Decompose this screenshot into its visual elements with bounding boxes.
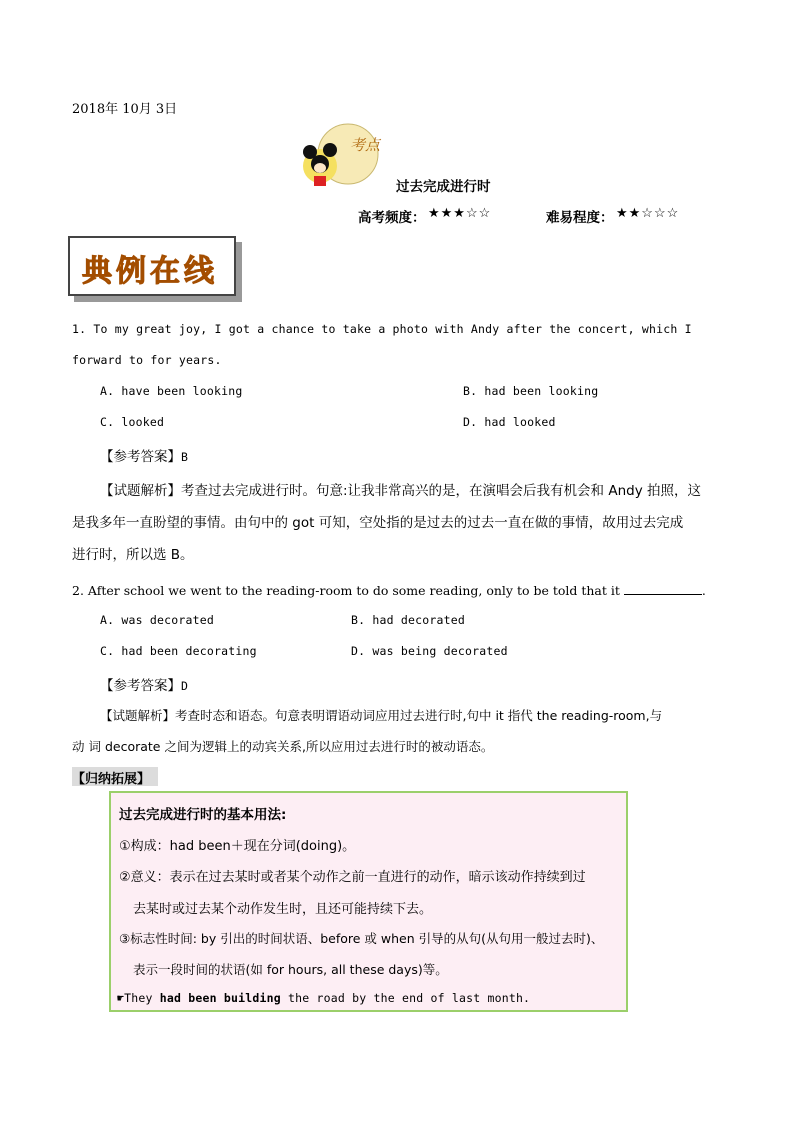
difficulty-label: 难易程度： bbox=[546, 210, 614, 226]
question-1-answer bbox=[100, 445, 188, 465]
example-bold: had been building bbox=[159, 991, 281, 1005]
analysis-text: 考查时态和语态。句意表明谓语动词应用过去进行时,句中 it 指代 the reading-room,与 bbox=[175, 708, 663, 723]
frequency-label: 高考频度： bbox=[358, 210, 426, 226]
summary-example bbox=[117, 991, 530, 1005]
summary-item-2-cont: 去某时或过去某个动作发生时，且还可能持续下去。 bbox=[133, 902, 433, 917]
answer-label: 【参考答案】 bbox=[100, 678, 181, 694]
question-2-option-d: D. was being decorated bbox=[351, 644, 508, 658]
topic-badge-logo bbox=[298, 122, 390, 194]
question-2-stem-end: . bbox=[701, 583, 706, 598]
summary-item-3: ③标志性时间: by 引出的时间状语、before 或 when 引导的从句(从句用一般过去时)、 bbox=[119, 931, 604, 946]
question-1-analysis-line-2: 是我多年一直盼望的事情。由句中的 got 可知，空处指的是过去的过去一直在做的事情，故用过去完成 bbox=[72, 515, 684, 531]
example-prefix: ☛They bbox=[117, 991, 160, 1005]
question-2-stem bbox=[72, 582, 706, 598]
svg-text:考点: 考点 bbox=[350, 136, 381, 154]
summary-item-3-cont: 表示一段时间的状语(如 for hours, all these days)等。 bbox=[133, 962, 448, 977]
question-1-option-b: B. had been looking bbox=[463, 384, 599, 398]
question-1-option-c: C. looked bbox=[100, 415, 165, 429]
question-1-analysis-line-1 bbox=[100, 479, 701, 499]
question-1-stem-line-1: 1. To my great joy, I got a chance to take a photo with Andy after the concert, which I bbox=[72, 322, 692, 336]
question-2-analysis-line-1 bbox=[100, 706, 662, 724]
question-1-stem-line-2: forward to for years. bbox=[72, 353, 222, 367]
summary-item-1: ①构成：had been＋现在分词(doing)。 bbox=[119, 839, 356, 854]
question-1-option-d: D. had looked bbox=[463, 415, 556, 429]
question-2-option-c: C. had been decorating bbox=[100, 644, 257, 658]
analysis-label: 【试题解析】 bbox=[100, 708, 176, 723]
answer-blank bbox=[624, 582, 702, 595]
question-2-answer bbox=[100, 674, 188, 694]
answer-value: D bbox=[181, 679, 189, 693]
summary-label: 【归纳拓展】 bbox=[72, 772, 151, 787]
analysis-label: 【试题解析】 bbox=[100, 483, 181, 499]
answer-label: 【参考答案】 bbox=[100, 449, 181, 465]
summary-title: 过去完成进行时的基本用法: bbox=[119, 807, 287, 823]
topic-title: 过去完成进行时 bbox=[396, 179, 491, 195]
summary-item-2: ②意义：表示在过去某时或者某个动作之前一直进行的动作，暗示该动作持续到过 bbox=[119, 870, 586, 885]
section-banner bbox=[68, 236, 244, 304]
frequency-stars: ★★★☆☆ bbox=[428, 206, 492, 221]
example-rest: the road by the end of last month. bbox=[280, 991, 531, 1005]
difficulty-stars: ★★☆☆☆ bbox=[616, 206, 680, 221]
section-banner-text: 典例在线 bbox=[82, 254, 218, 289]
answer-value: B bbox=[181, 450, 189, 464]
document-date: 2018年 10月 3日 bbox=[72, 102, 178, 117]
question-1-analysis-line-3: 进行时，所以选 B。 bbox=[72, 547, 194, 563]
question-2-option-b: B. had decorated bbox=[351, 613, 465, 627]
question-2-stem-text: 2. After school we went to the reading-room to do some reading, only to be told that it bbox=[72, 583, 620, 598]
summary-box bbox=[109, 791, 628, 1012]
question-1-option-a: A. have been looking bbox=[100, 384, 243, 398]
question-2-analysis-line-2: 动 词 decorate 之间为逻辑上的动宾关系,所以应用过去进行时的被动语态。 bbox=[72, 739, 494, 754]
question-2-option-a: A. was decorated bbox=[100, 613, 214, 627]
analysis-text: 考查过去完成进行时。句意:让我非常高兴的是，在演唱会后我有机会和 Andy 拍照，这 bbox=[181, 483, 701, 499]
